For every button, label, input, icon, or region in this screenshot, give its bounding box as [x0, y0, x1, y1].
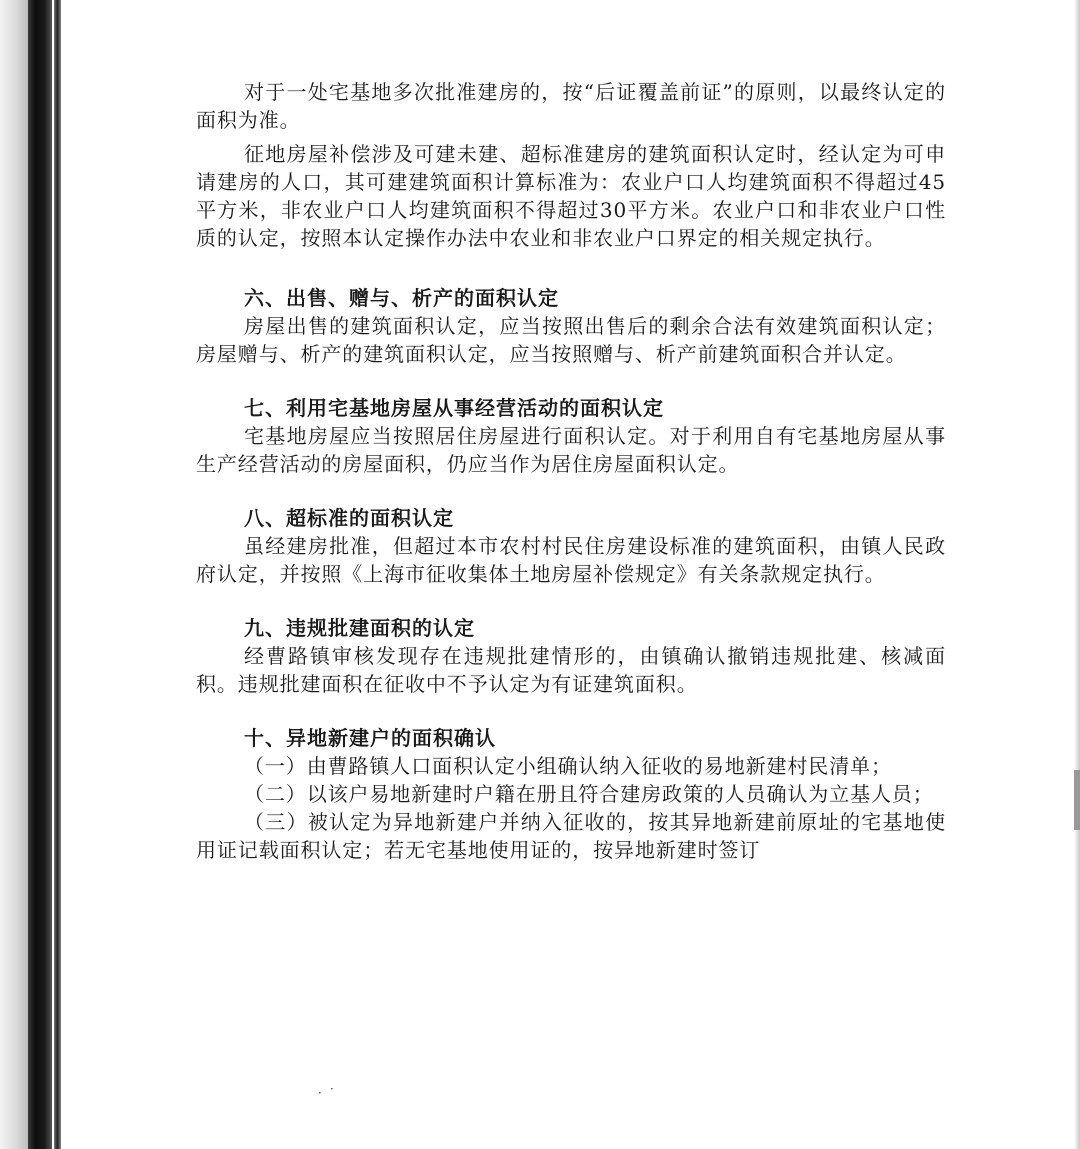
spacer — [196, 478, 946, 504]
section-6-heading: 六、出售、赠与、析产的面积认定 — [244, 286, 559, 310]
section-10-item-3: （三）被认定为异地新建户并纳入征收的，按其异地新建前原址的宅基地使用证记载面积认定；若无宅基地使用证的，按异地新建时签订 — [196, 810, 946, 862]
scan-speck-marks: ．· — [318, 1082, 340, 1096]
intro-paragraph-2: 征地房屋补偿涉及可建未建、超标准建房的建筑面积认定时，经认定为可申请建房的人口，其可建建筑面积计算标准为：农业户口人均建筑面积不得超过45平方米，非农业户口人均建筑面积不得超过30平方米。农业户口和非农业户口性质的认定，按照本认定操作办法中农业和非农业户口界定的相关规定执行。 — [196, 142, 946, 250]
section-10-heading: 十、异地新建户的面积确认 — [244, 726, 496, 750]
binding-shadow-dark — [28, 0, 52, 1149]
right-edge-mark — [1074, 770, 1080, 830]
section-10-item-2: （二）以该户易地新建时户籍在册且符合建房政策的人员确认为立基人员； — [244, 782, 934, 806]
right-page-edge — [1074, 0, 1080, 1149]
spacer — [196, 698, 946, 724]
document-page — [196, 78, 946, 864]
section-8-heading: 八、超标准的面积认定 — [244, 506, 454, 530]
section-10-item-1: （一）由曹路镇人口面积认定小组确认纳入征收的易地新建村民清单； — [244, 754, 892, 778]
spacer — [196, 252, 946, 284]
spacer — [196, 368, 946, 394]
binding-shadow-light — [0, 0, 28, 1149]
binding-shadow-thin — [54, 0, 61, 1149]
intro-paragraph-1: 对于一处宅基地多次批准建房的，按“后证覆盖前证”的原则，以最终认定的面积为准。 — [196, 80, 946, 132]
section-7-heading: 七、利用宅基地房屋从事经营活动的面积认定 — [244, 396, 664, 420]
section-8-body: 虽经建房批准，但超过本市农村村民住房建设标准的建筑面积，由镇人民政府认定，并按照《上海市征收集体土地房屋补偿规定》有关条款规定执行。 — [196, 534, 946, 586]
section-9-heading: 九、违规批建面积的认定 — [244, 616, 475, 640]
section-9-body: 经曹路镇审核发现存在违规批建情形的，由镇确认撤销违规批建、核减面积。违规批建面积在征收中不予认定为有证建筑面积。 — [196, 644, 946, 696]
section-7-body: 宅基地房屋应当按照居住房屋进行面积认定。对于利用自有宅基地房屋从事生产经营活动的房屋面积，仍应当作为居住房屋面积认定。 — [196, 424, 946, 476]
scanner-binding-edge — [0, 0, 62, 1149]
spacer — [196, 588, 946, 614]
section-6-body: 房屋出售的建筑面积认定，应当按照出售后的剩余合法有效建筑面积认定；房屋赠与、析产的建筑面积认定，应当按照赠与、析产前建筑面积合并认定。 — [196, 314, 946, 366]
